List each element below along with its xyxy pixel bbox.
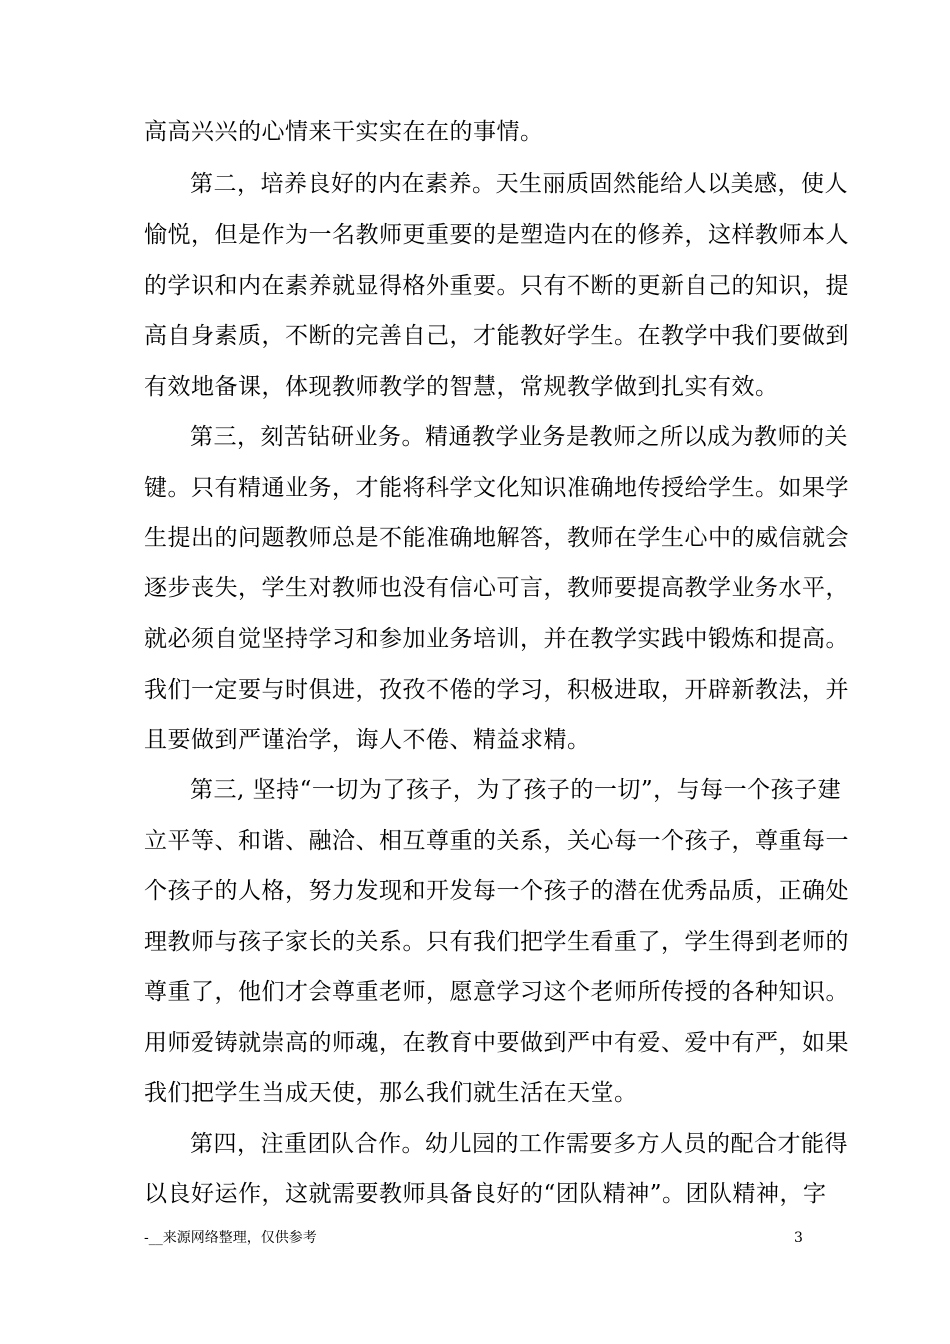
text-line: 愉悦，但是作为一名教师更重要的是塑造内在的修养，这样教师本人 — [144, 222, 849, 248]
text-line: 个孩子的人格，努力发现和开发每一个孩子的潜在优秀品质，正确处 — [144, 878, 849, 904]
text-line: 理教师与孩子家长的关系。只有我们把学生看重了，学生得到老师的 — [144, 929, 849, 955]
text-line: 高高兴兴的心情来干实实在在的事情。 — [144, 119, 544, 145]
paragraph-first-line: 第三，刻苦钻研业务。精通教学业务是教师之所以成为教师的关 — [190, 424, 848, 450]
footer-source-note: -__来源网络整理，仅供参考 — [144, 1230, 317, 1246]
text-line: 生提出的问题教师总是不能准确地解答，教师在学生心中的威信就会 — [144, 525, 849, 551]
text-line: 键。只有精通业务，才能将科学文化知识准确地传授给学生。如果学 — [144, 475, 849, 501]
text-line: 的学识和内在素养就显得格外重要。只有不断的更新自己的知识，提 — [144, 273, 849, 299]
text-line: 逐步丧失，学生对教师也没有信心可言，教师要提高教学业务水平， — [144, 575, 849, 601]
text-line: 用师爱铸就崇高的师魂，在教育中要做到严中有爱、爱中有严，如果 — [144, 1030, 849, 1056]
text-line: 有效地备课，体现教师教学的智慧，常规教学做到扎实有效。 — [144, 374, 779, 400]
text-line: 高自身素质，不断的完善自己，才能教好学生。在教学中我们要做到 — [144, 323, 849, 349]
page-number: 3 — [794, 1230, 803, 1246]
text-line: 尊重了，他们才会尊重老师，愿意学习这个老师所传授的各种知识。 — [144, 979, 849, 1005]
text-line: 我们把学生当成天使，那么我们就生活在天堂。 — [144, 1080, 638, 1106]
paragraph-first-line: 第三, 坚持“一切为了孩子，为了孩子的一切”，与每一个孩子建 — [190, 777, 842, 803]
text-line: 就必须自觉坚持学习和参加业务培训，并在教学实践中锻炼和提高。 — [144, 626, 849, 652]
text-line: 立平等、和谐、融洽、相互尊重的关系，关心每一个孩子，尊重每一 — [144, 828, 849, 854]
paragraph-first-line: 第四，注重团队合作。幼儿园的工作需要多方人员的配合才能得 — [190, 1131, 848, 1157]
text-line: 以良好运作，这就需要教师具备良好的“团队精神”。团队精神，字 — [144, 1181, 827, 1207]
paragraph-first-line: 第二，培养良好的内在素养。天生丽质固然能给人以美感，使人 — [190, 171, 848, 197]
text-line: 我们一定要与时俱进，孜孜不倦的学习，积极进取，开辟新教法，并 — [144, 677, 849, 703]
text-line: 且要做到严谨治学，诲人不倦、精益求精。 — [144, 727, 591, 753]
